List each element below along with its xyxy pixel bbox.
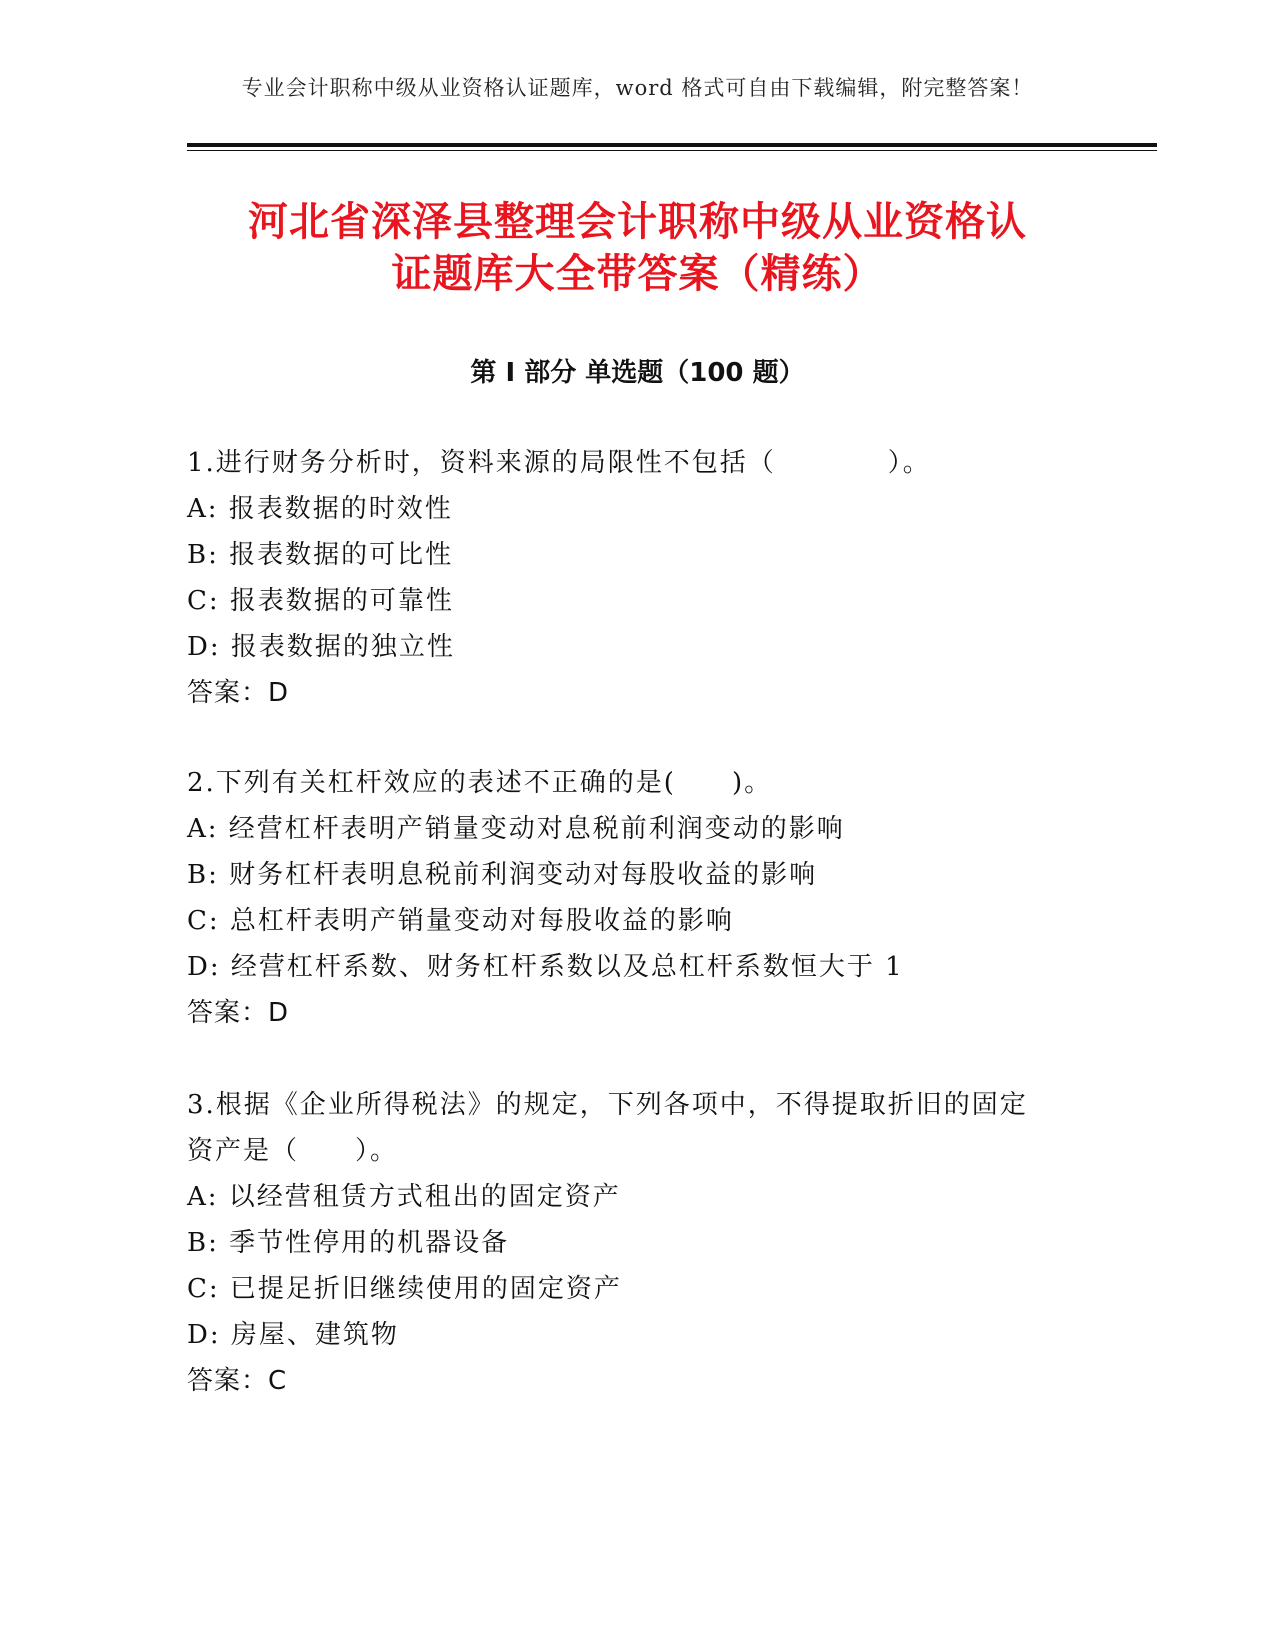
- document-title: [150, 196, 1125, 300]
- question-3: [187, 1082, 1077, 1404]
- option-c: C: 总杠杆表明产销量变动对每股收益的影响: [187, 906, 734, 936]
- question-stem-line1: 3.根据《企业所得税法》的规定，下列各项中，不得提取折旧的固定: [187, 1090, 1028, 1120]
- answer: 答案：C: [187, 1366, 288, 1396]
- question-2: [187, 760, 1077, 1036]
- option-c: C: 已提足折旧继续使用的固定资产: [187, 1274, 622, 1304]
- option-a: A: 报表数据的时效性: [187, 494, 453, 524]
- option-b: B: 财务杠杆表明息税前利润变动对每股收益的影响: [187, 860, 818, 890]
- option-a: A: 经营杠杆表明产销量变动对息税前利润变动的影响: [187, 814, 845, 844]
- question-stem-line2: 资产是（ ）。: [187, 1136, 399, 1166]
- header-rule-thin: [187, 150, 1157, 151]
- question-stem: 1.进行财务分析时，资料来源的局限性不包括（ ）。: [187, 448, 931, 478]
- option-b: B: 季节性停用的机器设备: [187, 1228, 510, 1258]
- document-title-line1: 河北省深泽县整理会计职称中级从业资格认: [248, 199, 1027, 245]
- answer: 答案：D: [187, 678, 290, 708]
- answer: 答案：D: [187, 998, 290, 1028]
- document-title-line2: 证题库大全带答案（精练）: [391, 251, 884, 297]
- option-b: B: 报表数据的可比性: [187, 540, 454, 570]
- option-d: D: 房屋、建筑物: [187, 1320, 399, 1350]
- section-title: 第 I 部分 单选题（100 题）: [470, 358, 805, 388]
- option-d: D: 经营杠杆系数、财务杠杆系数以及总杠杆系数恒大于 1: [187, 952, 904, 982]
- question-1: [187, 440, 1077, 716]
- option-a: A: 以经营租赁方式租出的固定资产: [187, 1182, 621, 1212]
- header-rule-thick: [187, 143, 1157, 147]
- header-note: 专业会计职称中级从业资格认证题库，word 格式可自由下载编辑，附完整答案！: [241, 76, 1034, 100]
- question-stem: 2.下列有关杠杆效应的表述不正确的是( )。: [187, 768, 773, 798]
- option-c: C: 报表数据的可靠性: [187, 586, 454, 616]
- option-d: D: 报表数据的独立性: [187, 632, 455, 662]
